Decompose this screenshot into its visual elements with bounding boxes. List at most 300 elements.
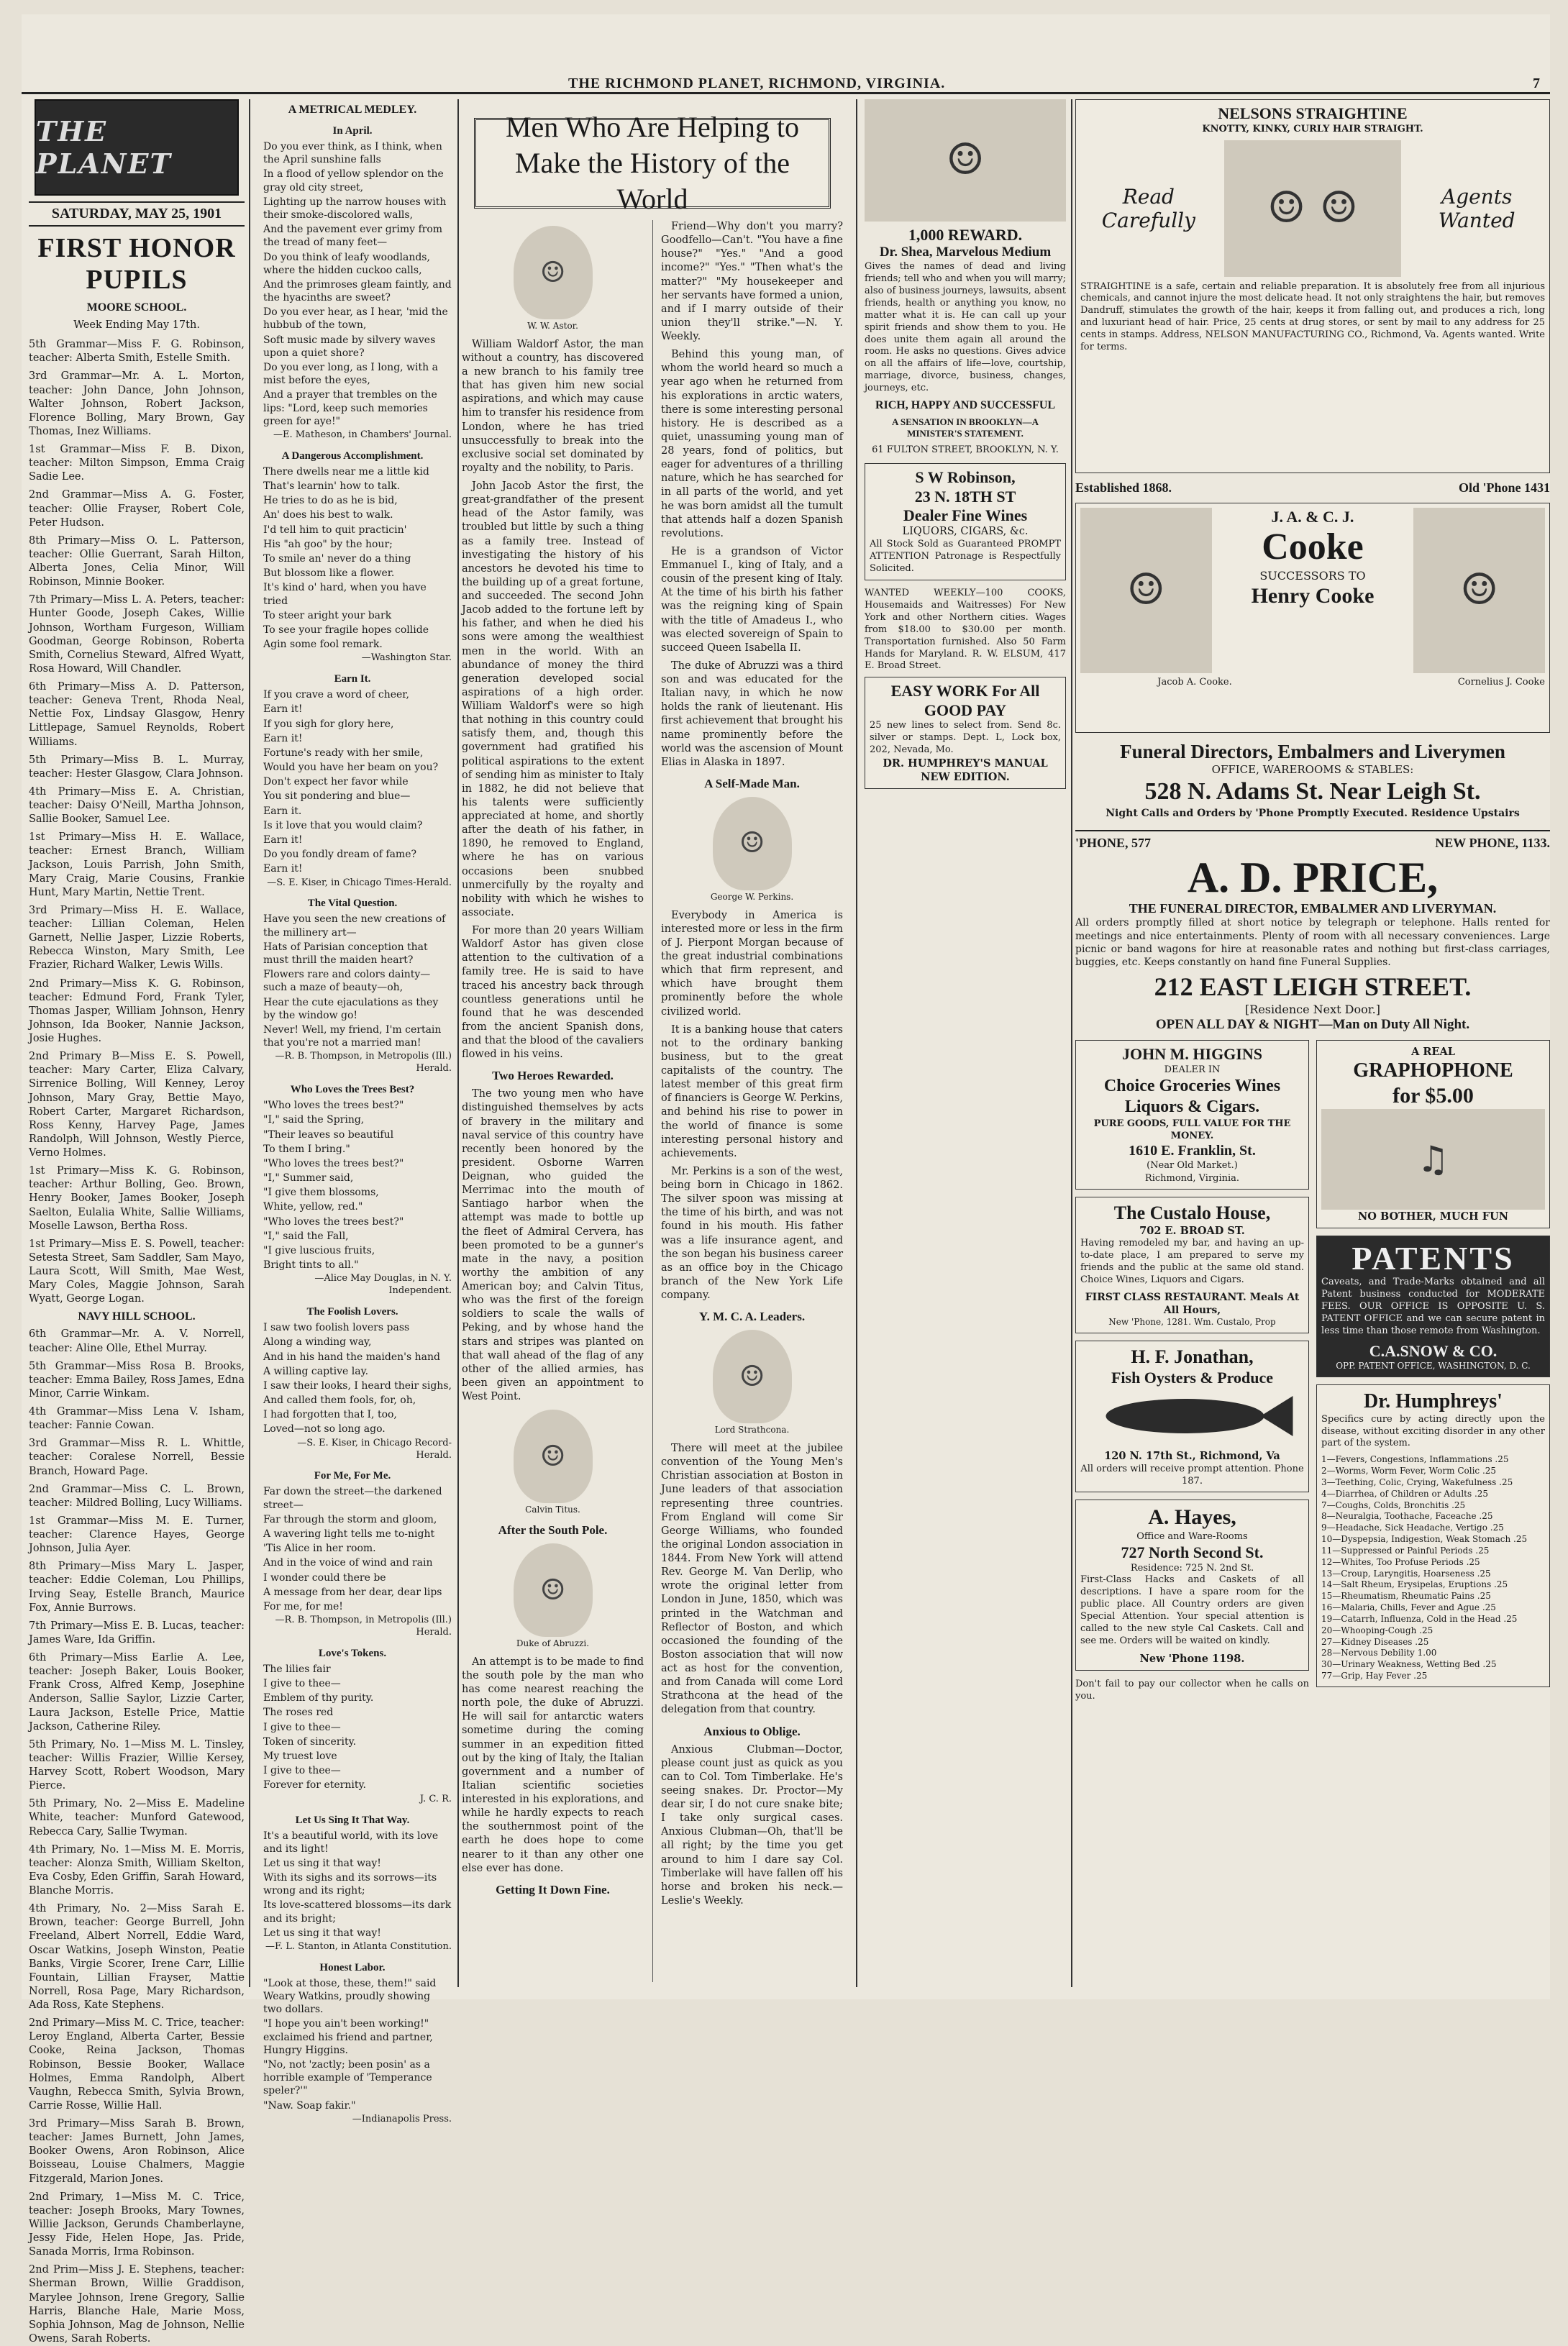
price-sub: THE FUNERAL DIRECTOR, EMBALMER AND LIVERYMAN. (1129, 901, 1497, 916)
poem-line: I saw their looks, I heard their sighs, (263, 1379, 452, 1392)
humphreys-ad (1316, 1384, 1550, 1687)
poem-title: In April. (332, 125, 373, 137)
old-market: (Near Old Market.) (1147, 1160, 1238, 1172)
snow-address: OPP. PATENT OFFICE, WASHINGTON, D. C. (1336, 1361, 1531, 1371)
remedy-item: 2—Worms, Worm Fever, Worm Colic .25 (1321, 1466, 1497, 1476)
poem-line: To them I bring." (263, 1143, 350, 1155)
jacob-caption: Jacob A. Cooke. (1157, 677, 1232, 688)
honor-entry: 1st Primary—Miss K. G. Robinson, teacher: Arthur Bolling, Geo. Brown, Henry Booker, James Booker, Joseph Saelton, Eulalia White, Sallie Williams, Moselle Lawson, Bertha Ross. (29, 1165, 245, 1232)
jonathan-text: All orders will receive prompt attention. Phone 187. (1080, 1464, 1304, 1487)
column-divider (249, 99, 250, 1987)
poem-line: Would you have her beam on you? (263, 762, 439, 774)
poem-title: For Me, For Me. (314, 1470, 391, 1482)
honor-entry: 7th Primary—Miss L. A. Peters, teacher: Hunter Goode, Joseph Cakes, Willie Johnson, Wortham Furgeson, William Goodman, George Robinson, Roberta Smith, Cornelius Steward, Alfred Wyatt, Rosa Howard, Will Chandler. (29, 594, 245, 675)
poem-line: 'Tis Alice in her room. (263, 1543, 376, 1555)
easy-work-head: EASY WORK For All GOOD PAY (890, 682, 1040, 719)
honor-entry: 5th Grammar—Miss F. G. Robinson, teacher: Alberta Smith, Estelle Smith. (29, 339, 245, 365)
poem-line: I give to thee— (263, 1678, 341, 1690)
remedy-item: 7—Coughs, Colds, Bronchitis .25 (1321, 1500, 1466, 1510)
poem-line: My truest love (263, 1751, 337, 1763)
honor-entry: 6th Grammar—Mr. A. V. Norrell, teacher: Aline Olle, Ethel Murray. (29, 1328, 245, 1354)
wines-head: Dealer Fine Wines (903, 506, 1028, 524)
humphreys-text: Specifics cure by acting directly upon the disease, without exciting disorder in any other part of the system. (1321, 1413, 1545, 1449)
astor-portrait: ☺ (514, 226, 593, 319)
poem-attribution: —S. E. Kiser, in Chicago Record-Herald. (297, 1437, 452, 1461)
abruzzi-portrait: ☺ (514, 1543, 593, 1637)
higgins-ad (1075, 1040, 1309, 1190)
poem-line: Let us sing it that way! (263, 1927, 381, 1939)
hayes-ad (1075, 1500, 1309, 1670)
wines-sub: LIQUORS, CIGARS, &c. (902, 526, 1029, 538)
higgins-city: Richmond, Virginia. (1144, 1172, 1240, 1184)
remedy-item: 19—Catarrh, Influenza, Cold in the Head .25 (1321, 1613, 1518, 1624)
graph-real: A REAL (1411, 1045, 1455, 1058)
poem-line: Token of sincerity. (263, 1735, 357, 1748)
issue-date: SATURDAY, MAY 25, 1901 (29, 201, 245, 227)
easy-work-ad (865, 677, 1066, 789)
pure-goods: PURE GOODS, FULL VALUE FOR THE MONEY. (1093, 1118, 1291, 1142)
patents-text: Caveats, and Trade-Marks obtained and all Patent business conducted for MODERATE FEES. OUR OFFICE IS OPPOSITE U. S. PATENT OFFICE and we can secure patent in less time than those remote from Washington. (1321, 1277, 1545, 1336)
feature-paragraph: There will meet at the jubilee convention of the Young Men's Christian association at Boston in June leaders of that association representing three countries. From England will come Sir George Williams, who founded the original London association in 1844. From New York will attend Rev. George M. Van Derlip, who wrote the original letter from London in June, 1850, which was printed in the Watchman and Reflector of Boston, and which occasioned the founding of the Boston association that will now act as host for the convention, and from Canada will come Lord Strathcona at the head of the delegation from that country. (661, 1443, 843, 1716)
remedy-item: 14—Salt Rheum, Erysipelas, Eruptions .25 (1321, 1579, 1508, 1590)
poem-line: Is it love that you would claim? (263, 819, 423, 831)
remedy-item: 15—Rheumatism, Rheumatic Pains .25 (1321, 1591, 1491, 1602)
anxious-head: Anxious to Oblige. (703, 1724, 801, 1738)
feature-paragraph: Behind this young man, of whom the world heard so much a year ago when he returned from his explorations in arctic waters, there is some interesting personal history. He is described as a quiet, unassuming young man of 28 years, fond of politics, but eager for adventures of a thrilling nature, which he has searched for in all parts of the world, and yet he was born amidst all the tumult that attends half a dozen Spanish revolutions. (661, 349, 843, 539)
straightine-text: STRAIGHTINE is a safe, certain and reliable preparation. It is absolutely free from all injurious chemicals, and cannot injure the most delicate head. It not only straightens the hair, but removes Dandruff, stimulates the growth of the hair, keeps it from falling out, and produces a rich, long and luxuriant head of hair. Price, 25 cents at drug stores, or sent by mail to any address for 25 cents in stamps. Address, NELSON MANUFACTURING CO., Richmond, Va. Agents wanted. Write for terms. (1080, 280, 1545, 352)
humphreys-list (1321, 1454, 1545, 1682)
higgins-name: JOHN M. HIGGINS (1122, 1044, 1262, 1063)
honor-list (29, 338, 245, 1306)
poem-title: Let Us Sing It That Way. (295, 1814, 410, 1826)
poem-attribution: —R. B. Thompson, in Metropolis (Ill.) Herald. (275, 1615, 452, 1638)
custalo-phone: New 'Phone, 1281. Wm. Custalo, Prop (1108, 1317, 1276, 1328)
successors: SUCCESSORS TO (1259, 568, 1366, 583)
poem-line: Don't expect her favor while (263, 776, 409, 788)
honor-entry: 2nd Primary—Miss K. G. Robinson, teacher: Edmund Ford, Frank Tyler, Thomas Jasper, William Johnson, Henry Johnson, Ida Booker, Nannie Jackson, Josie Hughes. (29, 977, 245, 1044)
humphreys-head: Dr. Humphreys' (1364, 1390, 1503, 1413)
dealer-in: DEALER IN (1164, 1064, 1221, 1076)
remedy-item: 13—Croup, Laryngitis, Hoarseness .25 (1321, 1568, 1491, 1579)
poem-line: And the pavement ever grimy from the tread of many feet— (263, 224, 443, 249)
poem-attribution: —F. L. Stanton, in Atlanta Constitution. (265, 1941, 452, 1952)
remedy-item: 16—Malaria, Chills, Fever and Ague .25 (1321, 1602, 1496, 1613)
jonathan-address: 120 N. 17th St., Richmond, Va (1104, 1450, 1280, 1463)
poem-line: It's kind o' hard, when you have tried (263, 582, 427, 607)
poem-attribution: —Washington Star. (361, 652, 452, 664)
poem-line: I'd tell him to quit practicin' (263, 524, 407, 536)
new-phone: NEW PHONE, 1133. (1435, 836, 1550, 851)
phone-577: 'PHONE, 577 (1075, 836, 1152, 851)
poem-line: A willing captive lay. (263, 1365, 369, 1377)
poem-line: That's learnin' how to talk. (263, 480, 401, 493)
feature-title: Men Who Are Helping to Make the History of the World (474, 118, 831, 209)
poem-line: Fortune's ready with her smile, (263, 747, 424, 759)
honor-entry: 8th Primary—Miss O. L. Patterson, teacher: Ollie Guerrant, Sarah Hilton, Alberta Jones, Celia Minor, Will Robinson, Minnie Booker. (29, 534, 245, 588)
poem-line: Have you seen the new creations of the millinery art— (263, 913, 446, 939)
poem-line: A message from her dear, dear lips (263, 1586, 442, 1598)
poem-line: And in his hand the maiden's hand (263, 1351, 440, 1363)
shea-portrait: ☺ (865, 99, 1066, 222)
abruzzi-caption: Duke of Abruzzi. (516, 1638, 590, 1649)
column-ads-middle (856, 99, 1066, 1987)
feature-paragraph: Everybody in America is interested more or less in the firm of J. Pierpont Morgan because of the great industrial combinations which that firm represent, and which have brought them prominently before the whole civilized world. (661, 909, 843, 1018)
collector-note: Don't fail to pay our collector when he calls on you. (1075, 1678, 1309, 1702)
honor-entry: 5th Primary, No. 1—Miss M. L. Tinsley, teacher: Willis Frazier, Willie Kersey, Harvey Scott, Robert Woodson, Mary Pierce. (29, 1738, 245, 1792)
cornelius-cooke-portrait: ☺ (1413, 508, 1545, 673)
self-made-head: A Self-Made Man. (704, 776, 800, 790)
honor-entry: 1st Grammar—Miss F. B. Dixon, teacher: Milton Simpson, Emma Craig Sadie Lee. (29, 444, 245, 483)
perkins-caption: George W. Perkins. (710, 891, 794, 902)
cooke-address: 528 N. Adams St. Near Leigh St. (1144, 778, 1481, 805)
poem-line: Never! Well, my friend, I'm certain that you're not a married man! (263, 1023, 442, 1049)
titus-caption: Calvin Titus. (525, 1505, 580, 1515)
paper-title: THE RICHMOND PLANET, RICHMOND, VIRGINIA. (568, 76, 946, 91)
poem-line: Bright tints to all." (263, 1259, 359, 1272)
honor-entry: 5th Primary—Miss B. L. Murray, teacher: Hester Glasgow, Clara Johnson. (29, 754, 245, 780)
honor-entry: 4th Primary—Miss E. A. Christian, teacher: Daisy O'Neill, Martha Johnson, Sallie Booker, Samuel Lee. (29, 785, 245, 826)
graphophone-image: ♫ (1321, 1109, 1545, 1210)
poem-attribution: J. C. R. (419, 1793, 452, 1804)
poem-line: In a flood of yellow splendor on the gray old city street, (263, 168, 444, 193)
rich-head: RICH, HAPPY AND SUCCESSFUL (875, 398, 1056, 411)
honor-entry: 7th Primary—Miss E. B. Lucas, teacher: James Ware, Ida Griffin. (29, 1620, 245, 1646)
price-name: A. D. PRICE, (1187, 854, 1439, 902)
poem-line: "Who loves the trees best?" (263, 1157, 404, 1169)
poem-line: Forever for eternity. (263, 1779, 366, 1792)
remedy-item: 10—Dyspepsia, Indigestion, Weak Stomach .25 (1321, 1534, 1528, 1545)
poem-line: Lighting up the narrow houses with their smoke-discolored walls, (263, 196, 447, 221)
south-pole-head: After the South Pole. (498, 1523, 608, 1538)
poem-line: Earn it! (263, 863, 303, 875)
honor-entry: 2nd Grammar—Miss A. G. Foster, teacher: Ollie Frayser, Robert Cole, Peter Hudson. (29, 489, 245, 529)
remedy-item: 1—Fevers, Congestions, Inflammations .25 (1321, 1454, 1509, 1465)
honor-entry: 1st Grammar—Miss M. E. Turner, teacher: Clarence Hayes, George Johnson, Julia Ayer. (29, 1515, 245, 1555)
poem-title: The Vital Question. (307, 898, 398, 910)
established: Established 1868. (1075, 480, 1172, 495)
poem-line: His "ah goo" by the hour; (263, 538, 393, 550)
remedy-item: 4—Diarrhea, of Children or Adults .25 (1321, 1488, 1489, 1499)
poem-line: Soft music made by silvery waves upon a quiet shore? (263, 334, 436, 359)
jonathan-name: H. F. Jonathan, (1131, 1346, 1254, 1368)
honor-entry: 2nd Grammar—Miss C. L. Brown, teacher: Mildred Bolling, Lucy Williams. (29, 1483, 245, 1509)
poem-attribution: —S. E. Kiser, in Chicago Times-Herald. (267, 877, 452, 888)
poem-line: The lilies fair (263, 1663, 331, 1675)
poem-line: "I hope you ain't been working!" exclaimed his friend and partner, Hungry Higgins. (263, 2018, 433, 2056)
poem-line: Its love-scattered blossoms—its dark and its bright; (263, 1899, 452, 1925)
feature-paragraph: William Waldorf Astor, the man without a country, has discovered a new branch to his family tree that has given him new social aspirations, and which may cause him to transfer his residence from London, where he has tried unsuccessfully to break into the exclusive social set dominated by royalty and the nobility, to Paris. (462, 338, 644, 474)
honor-entry: 3rd Primary—Miss H. E. Wallace, teacher: Lillian Coleman, Helen Garnett, Nellie Jasper, Lizzie Roberts, Rebecca Winston, Mary Smith, Lee Frazier, Richard Walker, Lewis Wills. (29, 904, 245, 972)
feature-paragraph: It is a banking house that caters not to the ordinary banking business, but to the great capitalists of the country. The latest member of this great firm of financiers is George W. Perkins, and behind his rise to power in the world of finance is some interesting personal history and achievements. (661, 1023, 843, 1159)
remedy-item: 11—Suppressed or Painful Periods .25 (1321, 1545, 1490, 1556)
poem-line: Along a winding way, (263, 1336, 372, 1348)
hayes-text: First-Class Hacks and Caskets of all descriptions. I have a spare room for the public place. All Country orders are given Special Attention. Your special attention is called to the new style Cal Caskets. Call and see me. Orders will be waited on kindly. (1080, 1574, 1304, 1646)
feature-paragraph: John Jacob Astor the first, the great-grandfather of the present head of the Astor family, was troubled but little by such a thing as a family tree. Instead of investigating the history of his ancestors he devoted his time to the building up of a great fortune, and succeeded. The second John Jacob added to the fortune left by his father, and when he died his sons were among the wealthiest men in the world. With an abundance of money the third generation developed social aspirations of a high order. William Waldorf's were so high that nothing in this country could satisfy them, and, though this government had gratified his political aspirations to the extent of sending him as minister to Italy in 1882, he did not believe that his talents were sufficiently appreciated at home, and shortly after the death of his father, in 1890, he removed to England, where he has on various occasions been snubbed unmercifully by the royalty and nobility with which he wishes to associate. (462, 480, 644, 918)
poem-title: Earn It. (334, 673, 371, 685)
honor-entry: 8th Primary—Miss Mary L. Jasper, teacher: Eddie Coleman, Lou Phillips, Irving Seay, Estelle Branch, Maurice Fox, Annie Burrows. (29, 1561, 245, 1614)
poem-line: "Who loves the trees best?" (263, 1100, 404, 1112)
price-text: All orders promptly filled at short notice by telegraph or telephone. Halls rented for meetings and nice entertainments. Plenty of room with all necessary conveniences. Large picnic or band wagons for hire at reasonable rates and nothing but first-class carriages, buggies, etc. Keeps constantly on hand fine Funeral Supplies. (1075, 917, 1550, 969)
poem-line: "Look at those, these, them!" said Weary Watkins, proudly showing two dollars. (263, 1977, 437, 2016)
honor-list-2 (29, 1328, 245, 2346)
school-name: MOORE SCHOOL. (86, 301, 187, 314)
hayes-phone: New 'Phone 1198. (1139, 1652, 1245, 1665)
poem-line: "Their leaves so beautiful (263, 1128, 394, 1141)
honor-entry: 2nd Primary, 1—Miss M. C. Trice, teacher: Joseph Brooks, Mary Townes, Willie Jackson, Gerunds Chamberlayne, Jessy Fide, Helen Hope, Jas. Pride, Sanada Morris, Irma Robinson. (29, 2191, 245, 2258)
remedy-item: 30—Urinary Weakness, Wetting Bed .25 (1321, 1659, 1497, 1670)
feature-paragraph: An attempt is to be made to find the south pole by the man who has come nearest reaching the north pole, the duke of Abruzzi. He will sail for antarctic waters sometime during the coming summer in an expedition fitted out by the king of Italy, the Italian government and a number of Italian scientific societies interested in his explorations, and while he hardly expects to reach the southernmost point of the earth he does hope to come nearer to it than any other one else ever has done. (462, 1656, 644, 1874)
honor-entry: 5th Primary, No. 2—Miss E. Madeline White, teacher: Munford Gatewood, Rebecca Cary, Sallie Twyman. (29, 1798, 245, 1838)
poem-line: I give to thee— (263, 1765, 341, 1777)
poem-line: Far through the storm and gloom, (263, 1513, 437, 1525)
anxious-text: Anxious Clubman—Doctor, please count just as quick as you can to Col. Tom Timberlake. He's seeing snakes. Dr. Proctor—My dear sir, I do not cure snake bite; I take only surgical cases. Anxious Clubman—Oh, that'll be all right; by the time you get around to him I dare say Col. Timberlake will have fallen off his horse and broken his neck.—Leslie's Weekly. (661, 1743, 843, 1907)
poem-line: Earn it! (263, 703, 303, 716)
page-number: 7 (1533, 76, 1540, 91)
column-divider (1071, 99, 1072, 1987)
jonathan-ad (1075, 1341, 1309, 1492)
poem-line: He tries to do as he is bid, (263, 495, 398, 507)
remedy-item: 28—Nervous Debility 1.00 (1321, 1648, 1437, 1658)
masthead-rule (22, 92, 1550, 94)
poem-line: Earn it. (263, 805, 302, 817)
honor-entry: 3rd Grammar—Miss R. L. Whittle, teacher: Coralese Norrell, Bessie Branch, Howard Page. (29, 1438, 245, 1477)
poem-line: "I," Summer said, (263, 1172, 354, 1185)
graph-price: for $5.00 (1392, 1083, 1474, 1108)
titus-portrait: ☺ (514, 1410, 593, 1503)
read-carefully: Read Carefully (1101, 184, 1195, 232)
poem-line: Let us sing it that way! (263, 1857, 381, 1869)
wanted-ad: WANTED WEEKLY—100 COOKS, Housemaids and Waitresses) For New York and other Northern cities. Wages from $18.00 to $30.00 per month. Transportation furnished. Also 50 Farm Hands for Maryland. R. W. ELSUM, 417 E. Broad Street. (865, 588, 1066, 672)
masthead (22, 14, 1550, 92)
no-bother: NO BOTHER, MUCH FUN (1358, 1210, 1508, 1223)
poem-line: The roses red (263, 1707, 334, 1719)
remedy-item: 3—Teething, Colic, Crying, Wakefulness .25 (1321, 1476, 1513, 1487)
poem-line: Flowers rare and colors dainty—such a maze of beauty—oh, (263, 969, 431, 994)
henry-cooke: Henry Cooke (1251, 583, 1375, 608)
poem-line: Do you ever hear, as I hear, 'mid the hubbub of the town, (263, 306, 448, 332)
shea-text: Gives the names of dead and living friends; tell who and when you will marry; also of business journeys, lawsuits, absent friends, health or anything you know, no matter what it is. He can call up your spirit friends and show them to you. He does unite them again all around the room. He asks no questions. Gives advice on all the affairs of life—love, courtship, marriage, divorce, business, changes, journeys, etc. (865, 261, 1066, 394)
poem-line: And called them fools, for, oh, (263, 1395, 416, 1407)
honor-entry: 1st Primary—Miss E. S. Powell, teacher: Setesta Street, Sam Saddler, Sam Mayo, Laura Scott, Will Smith, Mae West, Mary Coles, Maggie Johnson, Sarah Wyatt, George Logan. (29, 1238, 245, 1305)
planet-logo: THE PLANET (35, 99, 239, 196)
poem-title: Who Loves the Trees Best? (290, 1084, 415, 1096)
column-honor-pupils (29, 99, 245, 2345)
poem-line: I wonder could there be (263, 1571, 386, 1584)
jacob-cooke-portrait: ☺ (1080, 508, 1212, 673)
honor-entry: 4th Primary, No. 2—Miss Sarah E. Brown, teacher: George Burrell, John Freeland, Albert Norrell, Eddie Ward, Oscar Watkins, Joseph Winston, Peatie Banks, Virgie Scorer, Irene Carr, Lillie Fountain, Lillian Frayser, Mattie Norrell, Rosa Page, Mary Richardson, Ada Ross, Kate Stephens. (29, 1903, 245, 2011)
poem-line: To smile an' never do a thing (263, 552, 411, 565)
poem-title: A Dangerous Accomplishment. (281, 449, 424, 462)
remedy-item: 8—Neuralgia, Toothache, Faceache .25 (1321, 1511, 1493, 1522)
honor-entry: 2nd Primary—Miss M. C. Trice, teacher: Leroy England, Alberta Carter, Bessie Cooke, Reina Jackson, Thomas Robinson, Bessie Booker, Wallace Holmes, Emma Randolph, Albert Vaughn, Rebecca Smith, Sylvia Brown, Carrie Rosse, Willie Hall. (29, 2017, 245, 2112)
groceries: Choice Groceries Wines Liquors & Cigars. (1103, 1077, 1281, 1117)
hayes-residence: Residence: 725 N. 2nd St. (1130, 1563, 1254, 1574)
office-line: OFFICE, WAREROOMS & STABLES: (1211, 763, 1414, 777)
feature-paragraph: The duke of Abruzzi was a third son and was educated for the Italian navy, in which he now holds the rank of lieutenant. His first achievement that brought his name prominently before the world was the ascension of Mount Elias in Alaska in 1897. (661, 659, 843, 768)
poem-list (253, 125, 452, 2126)
wines-text: All Stock Sold as Guaranteed PROMPT ATTENTION Patronage is Respectfully Solicited. (870, 539, 1061, 575)
hayes-name: A. Hayes, (1148, 1505, 1236, 1530)
custalo-ad (1075, 1197, 1309, 1334)
custalo-address: 702 E. BROAD ST. (1139, 1224, 1245, 1237)
fish-icon (1080, 1387, 1304, 1445)
leigh-street: 212 EAST LEIGH STREET. (1154, 972, 1472, 1002)
custalo-text: Having remodeled my bar, and having an up-to-date place, I am prepared to serve my friends and the public at the same old stand. Choice Wines, Liquors and Cigars. (1080, 1237, 1304, 1285)
feature-paragraph: He is a grandson of Victor Emmanuel I., king of Italy, and a cousin of the present king of Italy. At the time of his birth his father was the reigning king of Spain with the title of Amadeus I., who was elected sovereign of Spain to succeed Queen Isabella II. (661, 545, 843, 654)
robinson-address: 23 N. 18TH ST (914, 487, 1016, 506)
column-divider (457, 99, 459, 1987)
open-hours: OPEN ALL DAY & NIGHT—Man on Duty All Night. (1155, 1016, 1470, 1032)
hayes-sub: Office and Ware-Rooms (1136, 1531, 1248, 1543)
fish-head: Fish Oysters & Produce (1111, 1368, 1274, 1387)
honor-entry: 3rd Primary—Miss Sarah B. Brown, teacher: James Burnett, John James, Booker Owens, Aron Robinson, Alice Boisseau, Louise Chalmers, Maggie Fitzgerald, Marion Jones. (29, 2118, 245, 2185)
poem-line: "I give luscious fruits, (263, 1245, 375, 1257)
snow-name: C.A.SNOW & CO. (1369, 1341, 1498, 1360)
honor-entry: 4th Primary, No. 1—Miss M. E. Morris, teacher: Alonza Smith, William Skelton, Eva Cosby, Eden Griffin, Sarah Howard, Blanche Morris. (29, 1843, 245, 1897)
hayes-address: 727 North Second St. (1121, 1543, 1264, 1561)
poem-line: "No, not 'zactly; been posin' as a horrible example of 'Temperance speler?'" (263, 2059, 432, 2097)
old-phone: Old 'Phone 1431 (1458, 480, 1550, 495)
patents-head: PATENTS (1352, 1239, 1515, 1277)
poem-line: Hear the cute ejaculations as they by the window go! (263, 996, 439, 1021)
poem-line: "I give them blossoms, (263, 1187, 379, 1199)
poem-attribution: —R. B. Thompson, in Metropolis (Ill.) Herald. (275, 1051, 452, 1074)
feature-body (462, 220, 843, 1982)
cooke-initials: J. A. & C. J. (1271, 508, 1354, 526)
poem-line: I saw two foolish lovers pass (263, 1322, 410, 1334)
honor-entry: 4th Grammar—Miss Lena V. Isham, teacher: Fannie Cowan. (29, 1406, 245, 1432)
column-feature (462, 99, 1066, 1987)
honor-entry: 6th Primary—Miss A. D. Patterson, teacher: Geneva Trent, Rhoda Neal, Nettie Fox, Lindsay Glasgow, Henry Littlepage, Samuel Reynolds, Robert Williams. (29, 681, 245, 748)
poem-line: You sit pondering and blue— (263, 790, 411, 803)
poem-attribution: —Alice May Douglas, in N. Y. Independent. (314, 1273, 452, 1297)
poem-line: Earn it! (263, 732, 303, 744)
poem-line: To see your fragile hopes collide (263, 624, 429, 636)
ymca-head: Y. M. C. A. Leaders. (698, 1310, 806, 1324)
reward-head: 1,000 REWARD. (908, 226, 1023, 244)
poem-line: Do you ever long, as I long, with a mist before the eyes, (263, 362, 438, 387)
nelsons-sub: KNOTTY, KINKY, CURLY HAIR STRAIGHT. (1202, 124, 1423, 135)
remedy-item: 9—Headache, Sick Headache, Vertigo .25 (1321, 1523, 1504, 1533)
poem-line: Do you fondly dream of fame? (263, 849, 417, 861)
strathcona-portrait: ☺ (713, 1330, 792, 1423)
cornelius-caption: Cornelius J. Cooke (1457, 677, 1545, 688)
franklin-address: 1610 E. Franklin, St. (1129, 1143, 1256, 1159)
robinson-name: S W Robinson, (915, 468, 1016, 487)
honor-entry: 1st Primary—Miss H. E. Wallace, teacher: Ernest Branch, William Jackson, Louis Parrish, John Smith, Mary Craig, Marie Cousins, Frankie Hunt, Mary Martin, Nettie Trent. (29, 831, 245, 898)
honor-entry: 2nd Primary B—Miss E. S. Powell, teacher: Mary Carter, Eliza Calvary, Sirrenice Bolling, Will Kenney, Leroy Johnson, Mary Gray, Bettie Mayo, Robert Carter, Margaret Richardson, Ross Kenny, Harvey Page, James Randolph, Will Johnson, Westly Pierce, Verno Holmes. (29, 1051, 245, 1159)
poem-line: To steer aright your bark (263, 609, 392, 621)
heroes-head: Two Heroes Rewarded. (492, 1069, 614, 1083)
poem-line: There dwells near me a little kid (263, 465, 429, 478)
poem-line: Hats of Parisian conception that must thrill the maiden heart? (263, 941, 428, 967)
residence-note: [Residence Next Door.] (1245, 1002, 1380, 1016)
feature-paragraph: For more than 20 years William Waldorf Astor has given close attention to the cultivation of a family tree. He is said to have traced his ancestry back through countless generations until he found that he was descended from the ancient Spanish dons, and that the blood of the cavaliers flowed in his veins. (462, 925, 644, 1061)
humphrey-manual: DR. HUMPHREY'S MANUAL NEW EDITION. (883, 757, 1048, 783)
cooke-ad (1075, 503, 1550, 733)
shea-head: Dr. Shea, Marvelous Medium (879, 245, 1052, 260)
feature-paragraph: Mr. Perkins is a son of the west, being born in Chicago in 1862. The silver spoon was missing at the time of his birth, and was not found in his mouth. His father was a life insurance agent, and the son began his business career as an office boy in the Chicago branch of the New York Life company. (661, 1165, 843, 1302)
poem-line: It's a beautiful world, with its love and its light! (263, 1830, 439, 1855)
remedy-item: 12—Whites, Too Profuse Periods .25 (1321, 1556, 1480, 1567)
poem-line: Agin some fool remark. (263, 639, 383, 651)
honor-entry: 6th Primary—Miss Earlie A. Lee, teacher: Joseph Baker, Louis Booker, Frank Cross, Alfred Kemp, Josephine Anderson, Sallie Saylor, Lizzie Carter, Laura Jackson, Estelle Price, Mattie Jackson, Catherine Riley. (29, 1652, 245, 1733)
poem-line: And the primroses gleam faintly, and the hyacinths are sweet? (263, 278, 452, 304)
poem-attribution: —Indianapolis Press. (352, 2113, 452, 2124)
week-ending: Week Ending May 17th. (73, 319, 200, 331)
poem-line: Do you ever think, as I think, when the April sunshine falls (263, 141, 442, 166)
poem-line: If you crave a word of cheer, (263, 689, 409, 701)
poem-line: I had forgotten that I, too, (263, 1409, 397, 1421)
column-metrical-medley (253, 99, 452, 2124)
poem-line: White, yellow, red." (263, 1201, 363, 1213)
agents-wanted: Agents Wanted (1438, 184, 1515, 232)
poem-line: Far down the street—the darkened street— (263, 1486, 442, 1511)
poem-line: "I," said the Spring, (263, 1114, 365, 1126)
nelsons-head: NELSONS STRAIGHTINE (1218, 104, 1408, 122)
graphophone-ad (1316, 1040, 1550, 1228)
poem-line: Earn it! (263, 834, 303, 846)
poem-line: With its sighs and its sorrows—its wrong and its right; (263, 1872, 437, 1897)
honor-entry: 5th Grammar—Miss Rosa B. Brooks, teacher: Emma Bailey, Ross James, Edna Minor, Carrie Winkam. (29, 1360, 245, 1400)
poem-line: "I," said the Fall, (263, 1230, 349, 1242)
honor-pupils-headline: FIRST HONOR PUPILS (37, 233, 236, 295)
medley-heading: A METRICAL MEDLEY. (288, 104, 417, 116)
newspaper-page (22, 14, 1550, 2345)
honor-entry: 3rd Grammar—Mr. A. L. Morton, teacher: John Dance, John Johnson, Walter Johnson, Robert Jackson, Florence Bolling, Mary Brown, Gay Thomas, Inez Williams. (29, 370, 245, 437)
patents-ad (1316, 1236, 1550, 1377)
poem-title: Love's Tokens. (318, 1647, 387, 1659)
poem-line: For me, for me! (263, 1600, 343, 1612)
poem-line: And in the voice of wind and rain (263, 1557, 433, 1569)
column-ads-right (1075, 99, 1550, 1987)
getting-down-head: Getting It Down Fine. (496, 1882, 610, 1897)
poem-line: "Who loves the trees best?" (263, 1215, 404, 1228)
poem-title: The Foolish Lovers. (306, 1306, 398, 1318)
poem-attribution: —E. Matheson, in Chambers' Journal. (273, 429, 452, 440)
graphophone-head: GRAPHOPHONE (1353, 1059, 1513, 1082)
funeral-head: Funeral Directors, Embalmers and Liverymen (1120, 741, 1505, 762)
remedy-item: 77—Grip, Hay Fever .25 (1321, 1671, 1428, 1681)
feature-paragraph: The two young men who have distinguished themselves by acts of bravery in the military and naval service of this country have recently been honored by the president. Osborne Warren Deignan, who guided the Merrimac into the mouth of Santiago harbor when the attempt was made to bottle up the fleet of Admiral Cervera, has been promoted to be a gunner's mate in the navy, a position worthy the ambition of any American boy; and Calvin Titus, who was the first of the foreign soldiers to scale the walls of Peking, and by whose hand the stars and stripes was planted on that wall ahead of the flag of any other of the allied armies, has been given an appointment to West Point. (462, 1088, 644, 1403)
straightine-portraits: ☺ ☺ (1224, 140, 1402, 277)
poem-title: Honest Labor. (319, 1961, 386, 1973)
remedy-item: 20—Whooping-Cough .25 (1321, 1625, 1433, 1635)
honor-entry: 2nd Prim—Miss J. E. Stephens, teacher: Sherman Brown, Willie Graddison, Marylee Johnson, Irene Gregory, Sallie Harris, Blanche Hale, Marie Moss, Sophia Johnson, Mag de Johnson, Nellie Owens, Sarah Roberts. (29, 2264, 245, 2345)
shea-address: 61 FULTON STREET, BROOKLYN, N. Y. (872, 444, 1059, 455)
restaurant: FIRST CLASS RESTAURANT. Meals At All Hours, (1085, 1291, 1300, 1317)
poem-line: Loved—not so long ago. (263, 1423, 386, 1436)
poem-line: Do you think of leafy woodlands, where the hidden cuckoo calls, (263, 251, 430, 276)
night-calls: Night Calls and Orders by 'Phone Promptly Executed. Residence Upstairs (1106, 807, 1520, 819)
perkins-portrait: ☺ (713, 797, 792, 890)
poem-line: If you sigh for glory here, (263, 718, 394, 730)
strathcona-caption: Lord Strathcona. (714, 1425, 790, 1436)
poem-line: And a prayer that trembles on the lips: "Lord, keep such memories green for aye!" (263, 389, 437, 427)
easy-work-text: 25 new lines to select from. Send 8c. silver or stamps. Dept. L, Lock box, 202, Nevada, Mo. (870, 720, 1061, 755)
poem-line: I give to thee— (263, 1721, 341, 1733)
poem-line: A wavering light tells me to-night (263, 1528, 435, 1541)
astor-caption: W. W. Astor. (527, 321, 578, 331)
custalo-name: The Custalo House, (1113, 1202, 1271, 1223)
cooke-name: Cooke (1262, 526, 1364, 568)
poem-line: "Naw. Soap fakir." (263, 2099, 356, 2112)
robinson-ad (865, 463, 1066, 580)
remedy-item: 27—Kidney Diseases .25 (1321, 1636, 1429, 1647)
straightine-ad (1075, 99, 1550, 473)
getting-down-text: Friend—Why don't you marry? Goodfello—Can't. "You have a fine house?" "Yes." "And a good income?" "Yes." "Then what's the matter?" "My housekeeper and her servants have formed a union, and if I marry outside of their union they'll strike."—N. Y. Weekly. (661, 221, 843, 342)
poem-line: Emblem of thy purity. (263, 1692, 374, 1704)
